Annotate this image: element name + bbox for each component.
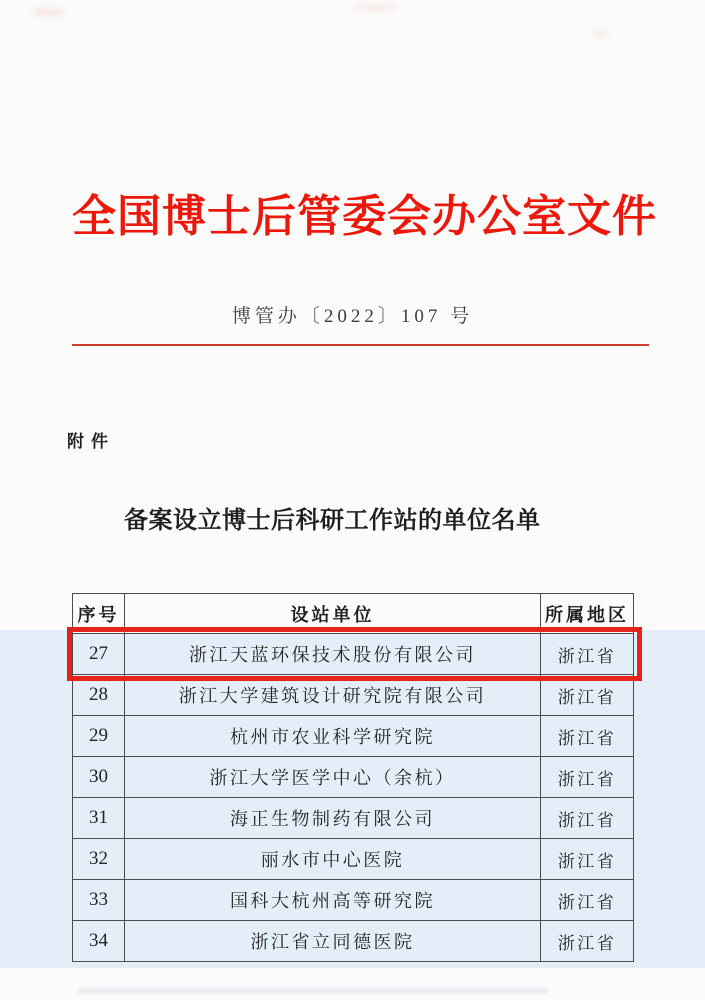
attachment-label: 附件 <box>67 432 115 451</box>
header-cell-number: 序号 <box>73 594 125 634</box>
table-row <box>73 757 634 798</box>
region-cell: 浙江省 <box>541 798 634 839</box>
region-cell: 浙江省 <box>541 921 634 962</box>
unit-name-cell: 浙江大学建筑设计研究院有限公司 <box>125 675 541 716</box>
table-title: 备案设立博士后科研工作站的单位名单 <box>124 508 541 534</box>
row-number-cell: 30 <box>73 757 125 798</box>
row-number-cell: 31 <box>73 798 125 839</box>
row-number-cell: 32 <box>73 839 125 880</box>
table-row <box>73 921 634 962</box>
region-cell: 浙江省 <box>541 634 634 675</box>
unit-name-cell: 浙江大学医学中心（余杭） <box>125 757 541 798</box>
scan-smudge <box>592 30 610 37</box>
table-row <box>73 880 634 921</box>
scan-smudge <box>352 4 398 11</box>
region-cell: 浙江省 <box>541 839 634 880</box>
row-number-cell: 34 <box>73 921 125 962</box>
table-row-highlighted <box>73 634 634 675</box>
table-row <box>73 675 634 716</box>
unit-name-cell: 海正生物制药有限公司 <box>125 798 541 839</box>
row-number-cell: 28 <box>73 675 125 716</box>
region-cell: 浙江省 <box>541 675 634 716</box>
unit-name-cell: 浙江省立同德医院 <box>125 921 541 962</box>
unit-name-cell: 国科大杭州高等研究院 <box>125 880 541 921</box>
header-cell-unit: 设站单位 <box>125 594 541 634</box>
region-cell: 浙江省 <box>541 880 634 921</box>
row-number-cell: 33 <box>73 880 125 921</box>
table-row <box>73 839 634 880</box>
row-number-cell: 29 <box>73 716 125 757</box>
table-row <box>73 716 634 757</box>
scan-smudge <box>32 8 66 17</box>
unit-name-cell: 浙江天蓝环保技术股份有限公司 <box>125 634 541 675</box>
table-header-row <box>73 594 634 634</box>
scan-streak <box>78 988 548 994</box>
document-number: 博管办〔2022〕107 号 <box>231 306 474 327</box>
region-cell: 浙江省 <box>541 757 634 798</box>
table-row <box>73 798 634 839</box>
row-number-cell: 27 <box>73 634 125 675</box>
region-cell: 浙江省 <box>541 716 634 757</box>
document-title: 全国博士后管委会办公室文件 <box>72 192 657 241</box>
units-table-body <box>73 634 634 962</box>
unit-name-cell: 丽水市中心医院 <box>125 839 541 880</box>
units-table <box>72 593 634 962</box>
header-cell-region: 所属地区 <box>541 594 634 634</box>
red-divider-line <box>72 344 649 346</box>
unit-name-cell: 杭州市农业科学研究院 <box>125 716 541 757</box>
